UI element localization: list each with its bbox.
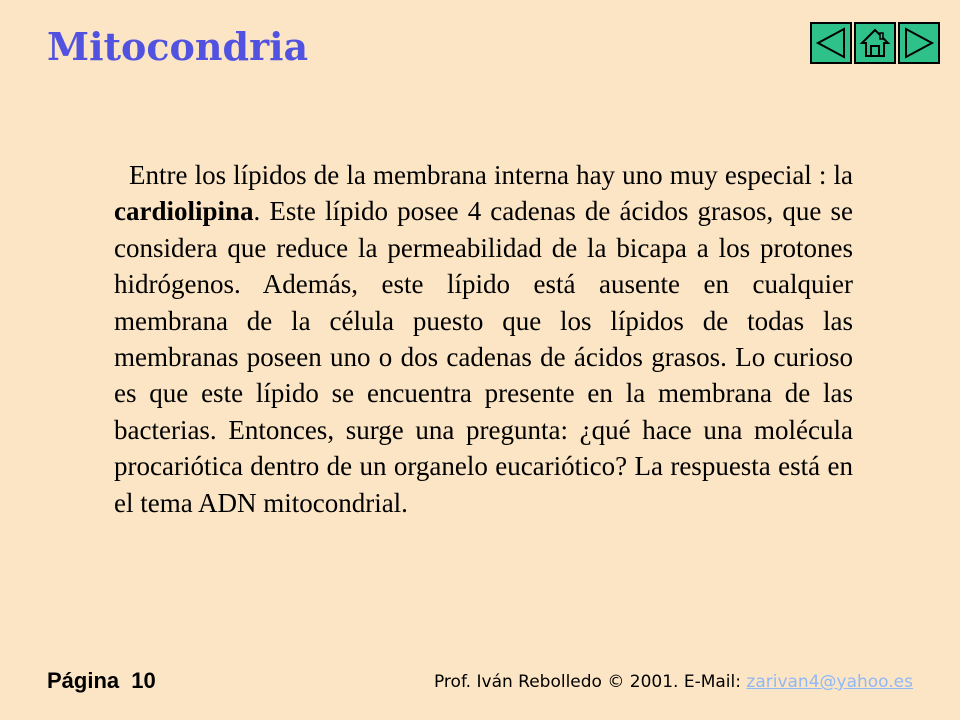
home-icon: [859, 27, 891, 59]
paragraph-text-start: Entre los lípidos de la membrana interna hay uno muy especial : la: [129, 160, 853, 190]
page-number: Página 10: [47, 668, 156, 693]
credit-text: Prof. Iván Rebolledo © 2001. E-Mail:: [433, 672, 747, 692]
back-triangle-icon: [815, 27, 847, 59]
paragraph-text-end: . Este lípido posee 4 cadenas de ácidos grasos, que se considera que reduce la permeabilidad de la bicapa a los protones hidrógenos. Además, este lípido está ausente en cualquier membrana de la célula puesto que los lípidos de todas las membranas poseen uno o dos cadenas de ácidos grasos. Lo curioso es que este lípido se encuentra presente en la membrana de las bacterias. Entonces, surge una pregunta: ¿qué hace una molécula procariótica dentro de un organelo eucariótico? La respuesta está en el tema ADN mitocondrial.: [114, 196, 853, 518]
home-button[interactable]: [854, 22, 896, 64]
navigation-bar: [810, 22, 940, 64]
slide-title: Mitocondria: [47, 24, 309, 69]
body-paragraph: [114, 157, 853, 521]
forward-button[interactable]: [898, 22, 940, 64]
email-link[interactable]: zarivan4@yahoo.es: [746, 672, 913, 692]
keyword-cardiolipina: cardiolipina: [114, 196, 254, 227]
forward-triangle-icon: [903, 27, 935, 59]
back-button[interactable]: [810, 22, 852, 64]
footer-credit: [434, 672, 913, 692]
